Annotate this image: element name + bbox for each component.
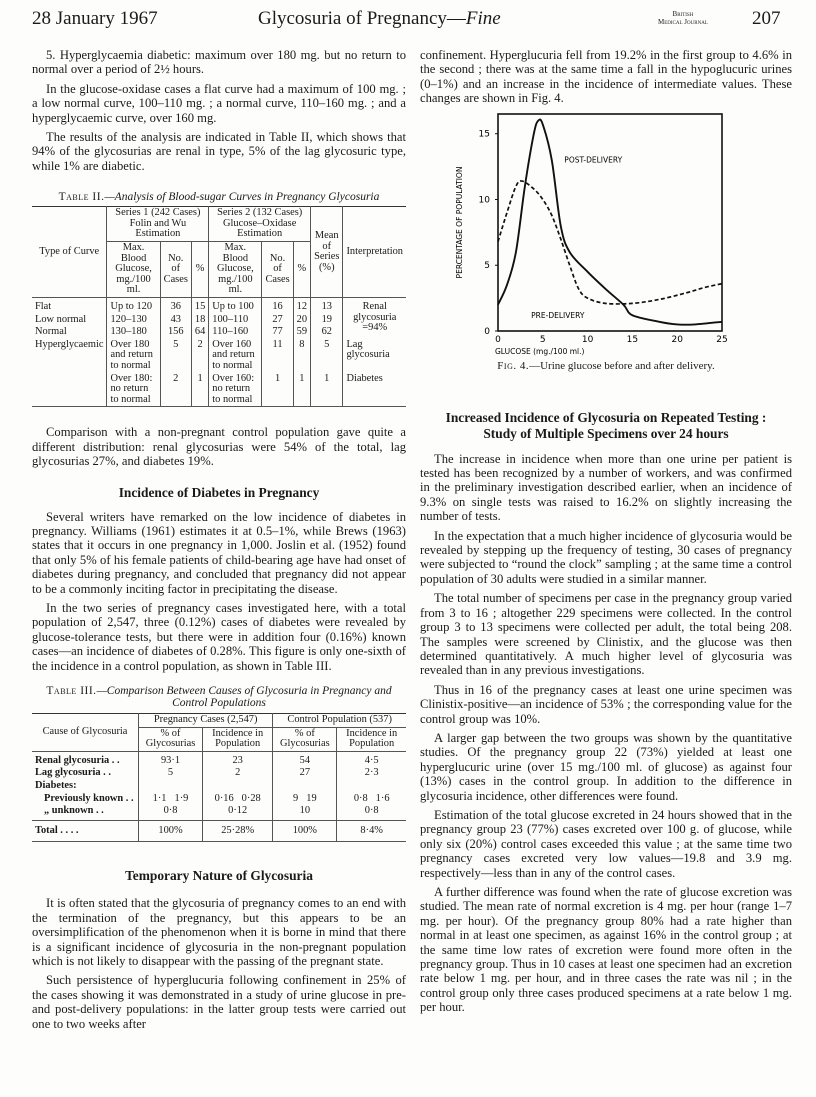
paragraph: The increase in incidence when more than one urine per patient is tested has been recognized by a number of workers, and was confirmed in the preliminary investigation described earlier, when an incidence of 9.3% on single tests was raised to 16.2% on slightly increasing the number of tests.	[420, 451, 792, 524]
bracket-sum: 1·6	[375, 792, 390, 804]
caption-label: Table III.	[46, 685, 97, 698]
cell-type: Hyperglycaemic	[35, 338, 104, 350]
cell-interpretation: Diabetes	[343, 373, 406, 407]
cell-value: 23	[232, 754, 243, 766]
total-cause: Total . . . .	[35, 824, 79, 836]
caption-text: —Urine glucose before and after delivery.	[529, 359, 715, 372]
paragraph: In the glucose-oxidase cases a flat curve had a maximum of 100 mg. ; a low normal curve, 100–110 mg. ; a normal curve, 110–160 mg. ; and a hyperglycaemic curve, over 160 mg.	[32, 81, 406, 125]
cell-s2p: 12	[293, 298, 310, 314]
th-inc: Incidence in Population	[203, 727, 273, 751]
cell-cp	[273, 793, 337, 806]
cell-interpretation: Renal glycosuria =94%	[343, 298, 406, 339]
cell-mean: 13	[311, 298, 343, 314]
cell-ci	[337, 767, 406, 780]
cell-s1p: 1	[191, 373, 208, 407]
cell-s1n: 2	[160, 373, 191, 407]
th-type: Type of Curve	[32, 207, 107, 298]
cell-cause	[32, 780, 139, 793]
table-row	[32, 805, 406, 820]
y-tick-label: 5	[484, 260, 490, 271]
cell-s1p: 15	[191, 298, 208, 314]
paragraph: Thus in 16 of the pregnancy cases at least one urine specimen was Clinistix-positive—an incidence of 53% ; the corresponding value for the control group was 10%.	[420, 682, 792, 726]
cell-cp	[273, 767, 337, 780]
cell-s2max: Over 160 and return to normal	[209, 339, 262, 373]
cell-cp	[273, 780, 337, 793]
cell-type: Normal	[35, 326, 67, 338]
cell-pp	[139, 793, 203, 806]
th-max: Max. Blood Glucose, mg./100 ml.	[209, 242, 262, 298]
cell-s2p: 1	[293, 373, 310, 407]
cell-type: Flat	[35, 301, 52, 312]
cell-s2n: 77	[262, 326, 293, 339]
th-pct: %	[191, 242, 208, 298]
cell-pp	[139, 805, 203, 820]
cell-s1n: 5	[160, 339, 191, 373]
table-row	[32, 780, 406, 793]
total-cp: 100%	[273, 820, 337, 842]
cell-pi	[203, 780, 273, 793]
cell-pi	[203, 767, 273, 780]
cell-type: Low normal	[35, 313, 87, 325]
cell-value: 54	[299, 754, 311, 766]
cell-value: 27	[299, 767, 311, 779]
right-column	[420, 48, 792, 1015]
series-label: PRE-DELIVERY	[531, 310, 585, 320]
th-ctrl: Control Population (537)	[273, 714, 406, 728]
table-2-grid	[32, 206, 406, 407]
cell-s1n: 156	[160, 326, 191, 339]
cell-ci	[337, 780, 406, 793]
th-no: No. of Cases	[160, 242, 191, 298]
cell-s2max: 100–110	[209, 314, 262, 327]
y-tick-label: 10	[478, 195, 490, 206]
th-series2: Series 2 (132 Cases) Glucose–Oxidase Estimation	[209, 207, 311, 242]
cell-interpretation: Lag glycosuria	[343, 339, 406, 373]
cell-value: Previously known . .	[44, 792, 134, 804]
cell-value: 1·1	[152, 792, 167, 804]
total-ci: 8·4%	[337, 820, 406, 842]
running-title: Glycosuria of Pregnancy—	[258, 8, 466, 29]
table-3	[32, 685, 406, 842]
cell-cause	[32, 767, 139, 780]
cell-s2n: 27	[262, 314, 293, 327]
paragraph: A larger gap between the two groups was shown by the quantitative studies. Of the pregnancy group 22 (73%) yielded at least one hyperglucuric urine (over 15 mg./100 ml. of glucose) as against four (13%) cases in the control group. In addition to the difference in glycosuria incidence, other differences were found.	[420, 730, 792, 803]
cell-pi	[203, 751, 273, 767]
cell-s1n: 43	[160, 314, 191, 327]
cell-s1p: 18	[191, 314, 208, 327]
cell-value: 0·12	[228, 805, 248, 817]
running-author: Fine	[465, 8, 501, 29]
cell-s1p: 2	[191, 339, 208, 373]
cell-s1max: Over 180: no return to normal	[107, 373, 160, 407]
cell-s1n: 36	[160, 298, 191, 314]
cell-s2n: 11	[262, 339, 293, 373]
cell-value: 10	[299, 805, 311, 817]
x-tick-label: 0	[495, 334, 501, 345]
x-tick-label: 20	[671, 334, 683, 345]
th-pct: % of Glycosurias	[139, 727, 203, 751]
paragraph: The results of the analysis are indicated in Table II, which shows that 94% of the glycosurias are renal in type, 5% of the lag glycosuric type, while 1% are diabetic.	[32, 130, 406, 173]
cell-value: 9	[293, 792, 299, 804]
table-row	[32, 793, 406, 806]
cell-mean: 5	[311, 339, 343, 373]
header-date: 28 January 1967	[32, 8, 158, 29]
cell-value: 0·8	[364, 805, 379, 817]
th-pct: % of Glycosurias	[273, 727, 337, 751]
cell-value: 0·16	[214, 792, 234, 804]
series-line-post-delivery	[498, 119, 722, 324]
th-max: Max. Blood Glucose, mg./100 ml.	[107, 242, 160, 298]
x-tick-label: 15	[626, 334, 639, 345]
total-pi: 25·28%	[203, 820, 273, 842]
page-number: 207	[752, 8, 781, 29]
cell-s2n: 1	[262, 373, 293, 407]
cell-s1max: 120–130	[107, 314, 160, 327]
paragraph: It is often stated that the glycosuria of pregnancy comes to an end with the termination of the pregnancy, but this appears to be an oversimplification of the phenomenon when it is borne in mind that there is a significant incidence of glycosuria in the non-pregnant population which is not likely to disappear with the passing of the pregnant state.	[32, 896, 406, 968]
cell-cause	[32, 751, 139, 767]
x-tick-label: 5	[539, 334, 546, 345]
table-3-grid	[32, 713, 406, 842]
cell-pp	[139, 751, 203, 767]
cell-s2p: 8	[293, 339, 310, 373]
table-row	[32, 751, 406, 767]
th-no: No. of Cases	[262, 242, 293, 298]
bracket-sum: 0·28	[241, 792, 261, 804]
cell-value: Renal glycosuria . .	[35, 754, 120, 766]
cell-value: 0·8	[163, 805, 178, 817]
journal-mark	[658, 10, 708, 26]
cell-mean: 62	[311, 326, 343, 339]
cell-value: 2	[235, 767, 241, 779]
bracket-sum: 19	[306, 792, 317, 804]
section-heading: Increased Incidence of Glycosuria on Repeated Testing : Study of Multiple Specimens over 24 hours	[445, 409, 767, 441]
y-tick-label: 15	[478, 129, 490, 140]
paragraph: confinement. Hyperglucuria fell from 19.2% in the first group to 4.6% in the second ; there was at the same time a fall in the hypoglucuric urines (0–1%) and an increase in the incidence of intermediate values. These changes are shown in Fig. 4.	[420, 48, 792, 106]
paragraph: Estimation of the total glucose excreted in 24 hours showed that in the pregnancy group 23 (77%) cases excreted over 100 g. of glucose, while only six (20%) control cases exceeded this value ; at the same time two pregnancy cases excreted very low values—19.8 and 3.9 mg. respectively—less than in any of the control cases.	[420, 807, 792, 880]
caption-text: —Analysis of Blood-sugar Curves in Pregnancy Glycosuria	[104, 191, 380, 204]
cell-ci	[337, 805, 406, 820]
cell-value: 2·3	[364, 767, 379, 779]
cell-cause	[32, 805, 139, 820]
cell-pi	[203, 805, 273, 820]
cell-s2max: Up to 100	[209, 298, 262, 314]
y-tick-label: 0	[484, 326, 490, 337]
paragraph: In the two series of pregnancy cases investigated here, with a total population of 2,547, three (0.12%) cases of diabetes were revealed by glucose-tolerance tests, but there were in addition four (0.16%) known cases—an incidence of diabetes of 0.28%. This figure is only one-sixth of the incidence in a control population, as shown in Table III.	[32, 601, 406, 673]
bracket-sum: 1·9	[174, 792, 189, 804]
paragraph: Several writers have remarked on the low incidence of diabetes in pregnancy. Williams (1961) estimates it at 0.5–1%, while Brews (1963) states that it occurs in one pregnancy in 1,000. Joslin et al. (1952) found that only 5% of his female patients of child-bearing age have had onset of diabetes during pregnancy, and concluded that pregnancy did not appear to be a commonly inciting factor in precipitating the disease.	[32, 509, 406, 596]
cell-s2n: 16	[262, 298, 293, 314]
cell-value: Lag glycosuria . .	[35, 767, 111, 779]
cell-value: 4·5	[364, 754, 379, 766]
table-3-caption	[32, 685, 406, 709]
cell-s1max: Over 180 and return to normal	[107, 339, 160, 373]
paragraph: A further difference was found when the rate of glucose excretion was studied. The mean rate of normal excretion is 4 mg. per hour (range 1–7 mg. per hour). Of the pregnancy group 80% had a rate higher than normal in at least one specimen, as against 16% in the control group ; at the same time low rates of excretion were found more often in the pregnancy group. Thus in 10 cases at least one specimen had an excretion rate below 1 mg. per hour, and in three cases the rate was nil ; in the control group only three cases produced specimens at a rate below 1 mg. per hour.	[420, 885, 792, 1015]
series-line-pre-delivery	[498, 181, 722, 304]
cell-cp	[273, 805, 337, 820]
cell-mean: 1	[311, 373, 343, 407]
table-row	[32, 767, 406, 780]
caption-label: Fig. 4.	[497, 359, 530, 372]
cell-ci	[337, 751, 406, 767]
th-mean: Mean of Series (%)	[311, 207, 343, 298]
paragraph: Comparison with a non-pregnant control population gave quite a different distribution: renal glycosurias were 54% of the total, lag glycosurias 27%, and diabetes 19%.	[32, 425, 406, 469]
cell-mean: 19	[311, 314, 343, 327]
cell-value: „ unknown . .	[44, 805, 104, 817]
cell-pp	[139, 767, 203, 780]
table-row	[32, 373, 406, 407]
cell-value: 5	[167, 767, 174, 779]
section-heading: Temporary Nature of Glycosuria	[125, 868, 313, 884]
cell-cp	[273, 751, 337, 767]
paragraph: The total number of specimens per case in the pregnancy group varied from 3 to 16 ; altogether 229 specimens were collected. In the control group 3 to 13 specimens were collected per adult, the total being 208. The samples were screened by Clinistix, and the glucose was then determined quantitatively. A much higher level of glycosuria was revealed than in any previous investigations.	[420, 591, 792, 678]
cell-s1max: Up to 120	[107, 298, 160, 314]
cell-s1max: 130–180	[107, 326, 160, 339]
y-axis-label: PERCENTAGE OF POPULATION	[455, 166, 464, 279]
figure-caption	[420, 360, 792, 372]
table-row	[32, 298, 406, 314]
th-series1: Series 1 (242 Cases) Folin and Wu Estimation	[107, 207, 209, 242]
th-interp: Interpretation	[343, 207, 406, 298]
th-cause: Cause of Glycosuria	[32, 714, 139, 752]
table-2	[32, 191, 406, 407]
cell-pp	[139, 780, 203, 793]
paragraph: 5. Hyperglycaemia diabetic: maximum over 180 mg. but no return to normal over a period of 2½ hours.	[32, 48, 406, 77]
cell-type	[32, 373, 107, 407]
th-pct: %	[293, 242, 310, 298]
cell-value: 0·8	[353, 792, 368, 804]
total-pp: 100%	[139, 820, 203, 842]
cell-cause	[32, 793, 139, 806]
chart-svg	[420, 108, 792, 358]
caption-label: Table II.	[58, 191, 105, 204]
th-inc: Incidence in Population	[337, 727, 406, 751]
cell-s1p: 64	[191, 326, 208, 339]
section-heading: Incidence of Diabetes in Pregnancy	[118, 484, 320, 500]
header-title	[258, 8, 501, 30]
th-preg: Pregnancy Cases (2,547)	[139, 714, 273, 728]
table-row	[32, 339, 406, 373]
cell-s2max: 110–160	[209, 326, 262, 339]
left-column	[32, 48, 406, 1031]
cell-s2p: 59	[293, 326, 310, 339]
x-tick-label: 10	[581, 334, 594, 345]
table-2-caption	[32, 191, 406, 203]
journal-line-1: British	[672, 10, 694, 18]
caption-text: —Comparison Between Causes of Glycosuria in Pregnancy and Control Populations	[96, 685, 392, 710]
total-row	[32, 820, 406, 842]
cell-value: Diabetes:	[35, 780, 77, 791]
cell-value: 93·1	[160, 754, 181, 766]
journal-line-2: Medical Journal	[658, 18, 708, 26]
series-label: POST-DELIVERY	[564, 155, 623, 165]
cell-pi	[203, 793, 273, 806]
cell-s2p: 20	[293, 314, 310, 327]
paragraph: Such persistence of hyperglucuria following confinement in 25% of the cases showing it was demonstrated in a study of urine glucose in pre- and post-delivery populations: in the latter group tests were carried out one to two weeks after	[32, 973, 406, 1031]
cell-s2max: Over 160: no return to normal	[209, 373, 262, 407]
paragraph: In the expectation that a much higher incidence of glycosuria would be revealed by stepping up the frequency of testing, 30 cases of pregnancy were subjected to “round the clock” sampling ; at the same time a control population of 30 adults were studied in a similar manner.	[420, 528, 792, 586]
figure-4	[420, 108, 792, 358]
x-tick-label: 25	[716, 334, 728, 345]
x-axis-label: GLUCOSE (mg./100 ml.)	[495, 346, 585, 356]
cell-ci	[337, 793, 406, 806]
